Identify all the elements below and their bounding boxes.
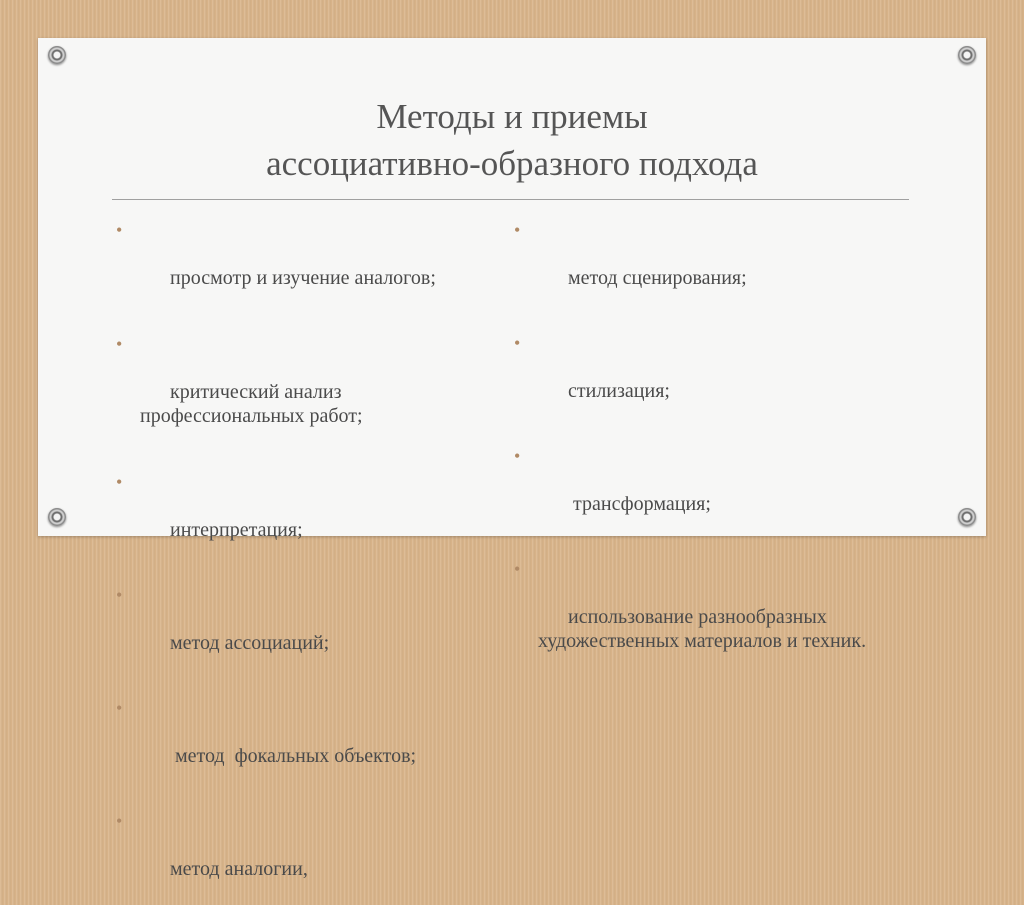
list-item-text: метод сценирования; — [568, 267, 747, 289]
list-item-text: метод фокальных объектов; — [170, 745, 417, 767]
pin-icon — [48, 46, 66, 64]
pin-icon — [958, 508, 976, 526]
bullet-icon: • — [514, 446, 521, 466]
list-item — [116, 218, 516, 314]
bullet-icon: • — [116, 811, 123, 831]
bullet-icon: • — [116, 472, 123, 492]
list-item — [514, 218, 894, 314]
list-item-text: метод аналогии, — [170, 858, 308, 880]
bullet-icon: • — [116, 698, 123, 718]
slide-title-line-1: Методы и приемы — [376, 97, 648, 136]
title-divider — [112, 199, 909, 200]
list-item-text: интерпретация; — [170, 519, 303, 541]
right-bullet-list — [514, 218, 894, 677]
slide-card — [38, 38, 986, 880]
bullet-icon: • — [116, 585, 123, 605]
list-item — [514, 444, 894, 540]
list-item — [116, 470, 516, 566]
bullet-icon: • — [116, 220, 123, 240]
list-item-text: просмотр и изучение аналогов; — [170, 267, 436, 289]
list-item-text: метод ассоциаций; — [170, 632, 330, 654]
list-item-text: использование разнообразных художественных материалов и техник. — [538, 606, 867, 652]
pin-icon — [958, 46, 976, 64]
list-item-text: стилизация; — [568, 380, 670, 402]
list-item — [116, 809, 516, 905]
bullet-icon: • — [514, 333, 521, 353]
left-bullet-list — [116, 218, 516, 905]
list-item — [116, 583, 516, 679]
list-item — [116, 332, 390, 452]
bullet-icon: • — [116, 334, 123, 354]
bullet-icon: • — [514, 220, 521, 240]
bullet-icon: • — [514, 559, 521, 579]
list-item-text: критический анализ профессиональных работ; — [140, 381, 363, 427]
list-item — [116, 696, 516, 792]
list-item — [514, 557, 888, 677]
pin-icon — [48, 508, 66, 526]
list-item — [514, 331, 894, 427]
list-item-text: трансформация; — [568, 493, 711, 515]
slide-title-line-2: ассоциативно-образного подхода — [266, 144, 758, 183]
